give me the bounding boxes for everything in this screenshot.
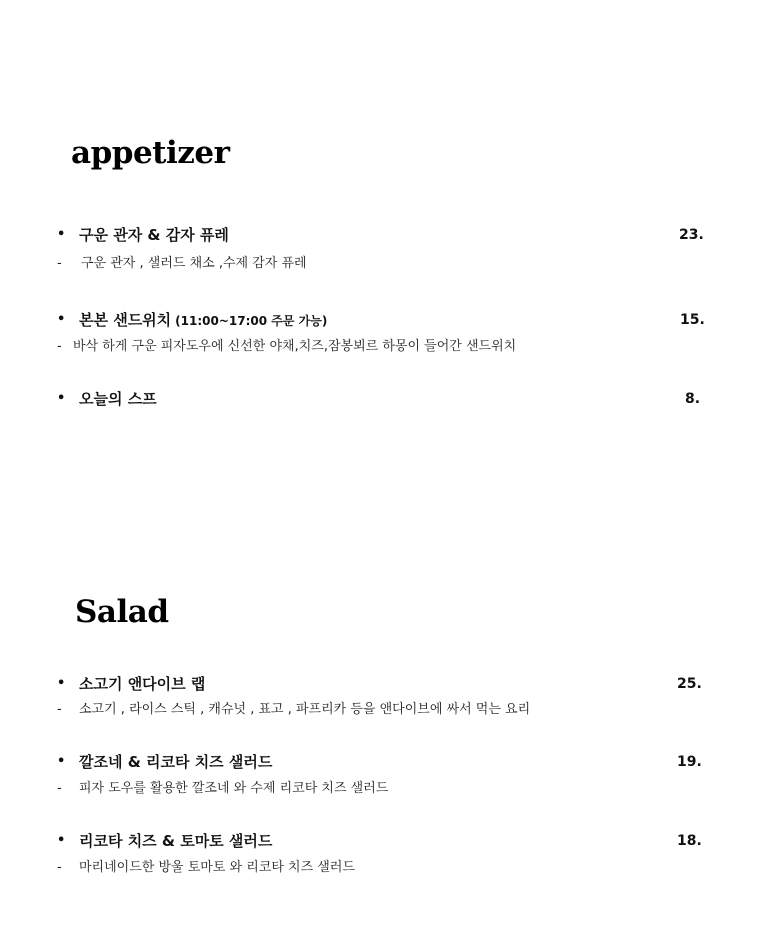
item-price: 19. (677, 754, 702, 770)
item-description (57, 256, 307, 272)
bullet: • (57, 754, 66, 769)
item-description (57, 860, 355, 876)
item-price: 18. (677, 833, 702, 849)
item-name: 리코타 치즈 & 토마토 샐러드 (79, 832, 273, 850)
item-name: 본본 샌드위치 (79, 311, 172, 329)
item-price: 15. (680, 312, 705, 328)
item-price: 23. (679, 227, 704, 243)
desc-text: 소고기 , 라이스 스틱 , 캐슈넛 , 표고 , 파프리카 등을 앤다이브에 싸서 먹는 요리 (79, 702, 531, 717)
section-title-appetizer: appetizer (71, 135, 230, 171)
desc-text: 마리네이드한 방울 토마토 와 리코타 치즈 샐러드 (79, 860, 355, 875)
item-name-wrap (79, 311, 327, 330)
item-description (57, 781, 388, 797)
item-price: 8. (685, 391, 701, 407)
item-price: 25. (677, 676, 702, 692)
bullet: • (57, 312, 66, 327)
item-name: 소고기 앤다이브 랩 (79, 675, 206, 693)
item-description (57, 702, 530, 718)
desc-text: 피자 도우를 활용한 깔조네 와 수제 리코타 치즈 샐러드 (79, 781, 389, 796)
item-name: 오늘의 스프 (79, 390, 157, 408)
bullet: • (57, 227, 66, 242)
desc-dash: - (57, 781, 62, 796)
desc-dash: - (57, 702, 62, 717)
section-title-salad: Salad (75, 594, 169, 630)
desc-text: 구운 관자 , 샐러드 채소 ,수제 감자 퓨레 (81, 256, 307, 271)
item-name: 구운 관자 & 감자 퓨레 (79, 226, 229, 244)
desc-text: 바삭 하게 구운 피자도우에 신선한 야채,치즈,잠봉뵈르 하몽이 들어간 샌드위치 (73, 339, 517, 354)
desc-dash: - (57, 339, 62, 354)
item-name: 깔조네 & 리코타 치즈 샐러드 (79, 753, 273, 771)
bullet: • (57, 391, 66, 406)
bullet: • (57, 833, 66, 848)
bullet: • (57, 676, 66, 691)
desc-dash: - (57, 256, 62, 271)
desc-dash: - (57, 860, 62, 875)
item-order-hours-note: (11:00~17:00 주문 가능) (175, 314, 328, 328)
item-description (57, 339, 516, 355)
